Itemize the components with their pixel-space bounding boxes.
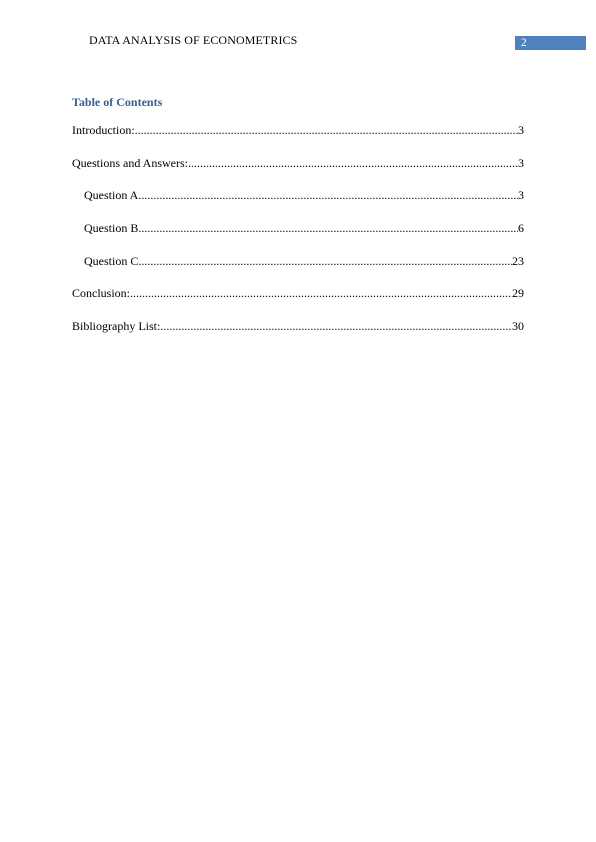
toc-entry-questions-and-answers[interactable] bbox=[72, 156, 524, 189]
toc-entry-label: Question B bbox=[84, 221, 139, 236]
toc-dot-leader bbox=[135, 123, 518, 137]
toc-entry-conclusion[interactable] bbox=[72, 286, 524, 319]
toc-dot-leader bbox=[138, 221, 518, 235]
toc-dot-leader bbox=[138, 188, 518, 202]
toc-dot-leader bbox=[188, 156, 518, 170]
toc-entry-page: 23 bbox=[512, 253, 524, 268]
toc-entry-label: Conclusion: bbox=[72, 286, 131, 301]
running-head: DATA ANALYSIS OF ECONOMETRICS bbox=[89, 33, 298, 47]
table-of-contents bbox=[72, 123, 524, 352]
toc-entry-bibliography-list[interactable] bbox=[72, 319, 524, 352]
toc-entry-page: 3 bbox=[518, 123, 524, 137]
toc-entry-page: 3 bbox=[518, 155, 524, 170]
page-number-badge bbox=[515, 36, 586, 50]
toc-entry-introduction[interactable] bbox=[72, 123, 524, 156]
toc-dot-leader bbox=[130, 286, 512, 300]
toc-entry-page: 3 bbox=[518, 188, 524, 203]
toc-dot-leader bbox=[138, 254, 512, 268]
page-number: 2 bbox=[521, 37, 527, 49]
toc-dot-leader bbox=[160, 319, 512, 333]
toc-entry-page: 6 bbox=[518, 221, 524, 236]
toc-entry-label: Bibliography List: bbox=[72, 319, 161, 334]
toc-entry-label: Question C bbox=[84, 253, 139, 268]
toc-entry-label: Introduction: bbox=[72, 123, 135, 137]
toc-heading: Table of Contents bbox=[72, 95, 163, 109]
toc-entry-label: Question A bbox=[84, 188, 139, 203]
toc-entry-question-a[interactable] bbox=[72, 188, 524, 221]
toc-entry-page: 29 bbox=[512, 286, 524, 301]
toc-entry-question-b[interactable] bbox=[72, 221, 524, 254]
toc-entry-question-c[interactable] bbox=[72, 254, 524, 287]
toc-entry-page: 30 bbox=[512, 319, 524, 334]
toc-entry-label: Questions and Answers: bbox=[72, 155, 188, 170]
